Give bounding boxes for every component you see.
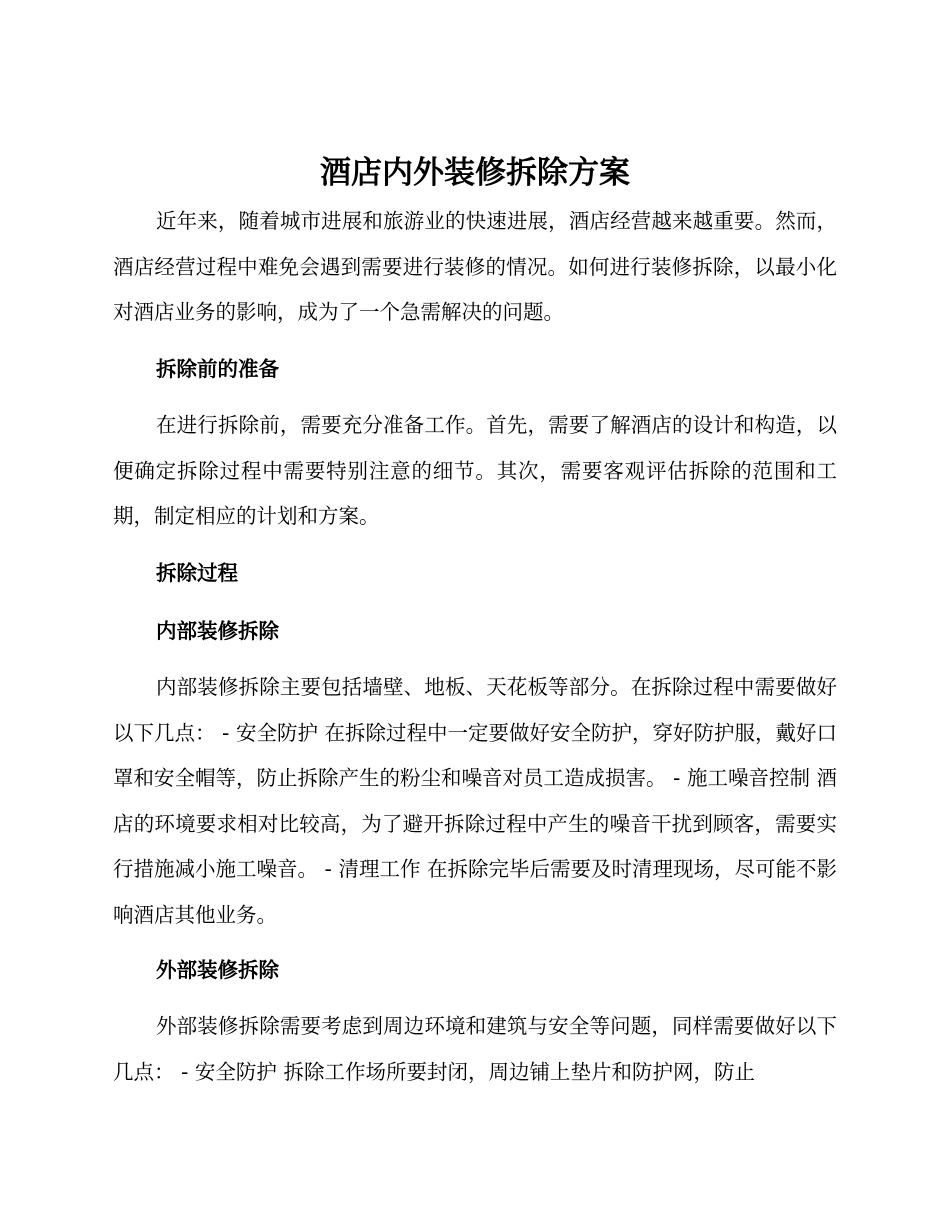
exterior-paragraph: 外部装修拆除需要考虑到周边环境和建筑与安全等问题，同样需要做好以下几点： - 安全防护 拆除工作场所要封闭，周边铺上垫片和防护网，防止 [113, 1014, 837, 1084]
subsection-heading-exterior: 外部装修拆除 [156, 958, 279, 982]
preparation-paragraph: 在进行拆除前，需要充分准备工作。首先，需要了解酒店的设计和构造，以便确定拆除过程中需要特别注意的细节。其次，需要客观评估拆除的范围和工期，制定相应的计划和方案。 [113, 413, 837, 528]
intro-paragraph: 近年来，随着城市进展和旅游业的快速进展，酒店经营越来越重要。然而，酒店经营过程中难免会遇到需要进行装修的情况。如何进行装修拆除，以最小化对酒店业务的影响，成为了一个急需解决的问题。 [113, 209, 837, 324]
document-title: 酒店内外装修拆除方案 [320, 155, 630, 191]
interior-paragraph: 内部装修拆除主要包括墙壁、地板、天花板等部分。在拆除过程中需要做好以下几点： - 安全防护 在拆除过程中一定要做好安全防护，穿好防护服，戴好口罩和安全帽等，防止拆除产生的粉尘和噪音对员工造成损害。 - 施工噪音控制 酒店的环境要求相对比较高，为了避开拆除过程中产生的噪音干扰到顾客，需要实行措施减小施工噪音。 - 清理工作 在拆除完毕后需要及时清理现场，尽可能不影响酒店其他业务。 [113, 675, 837, 927]
section-heading-process: 拆除过程 [156, 561, 238, 585]
subsection-heading-interior: 内部装修拆除 [156, 619, 279, 643]
section-heading-preparation: 拆除前的准备 [156, 357, 279, 381]
